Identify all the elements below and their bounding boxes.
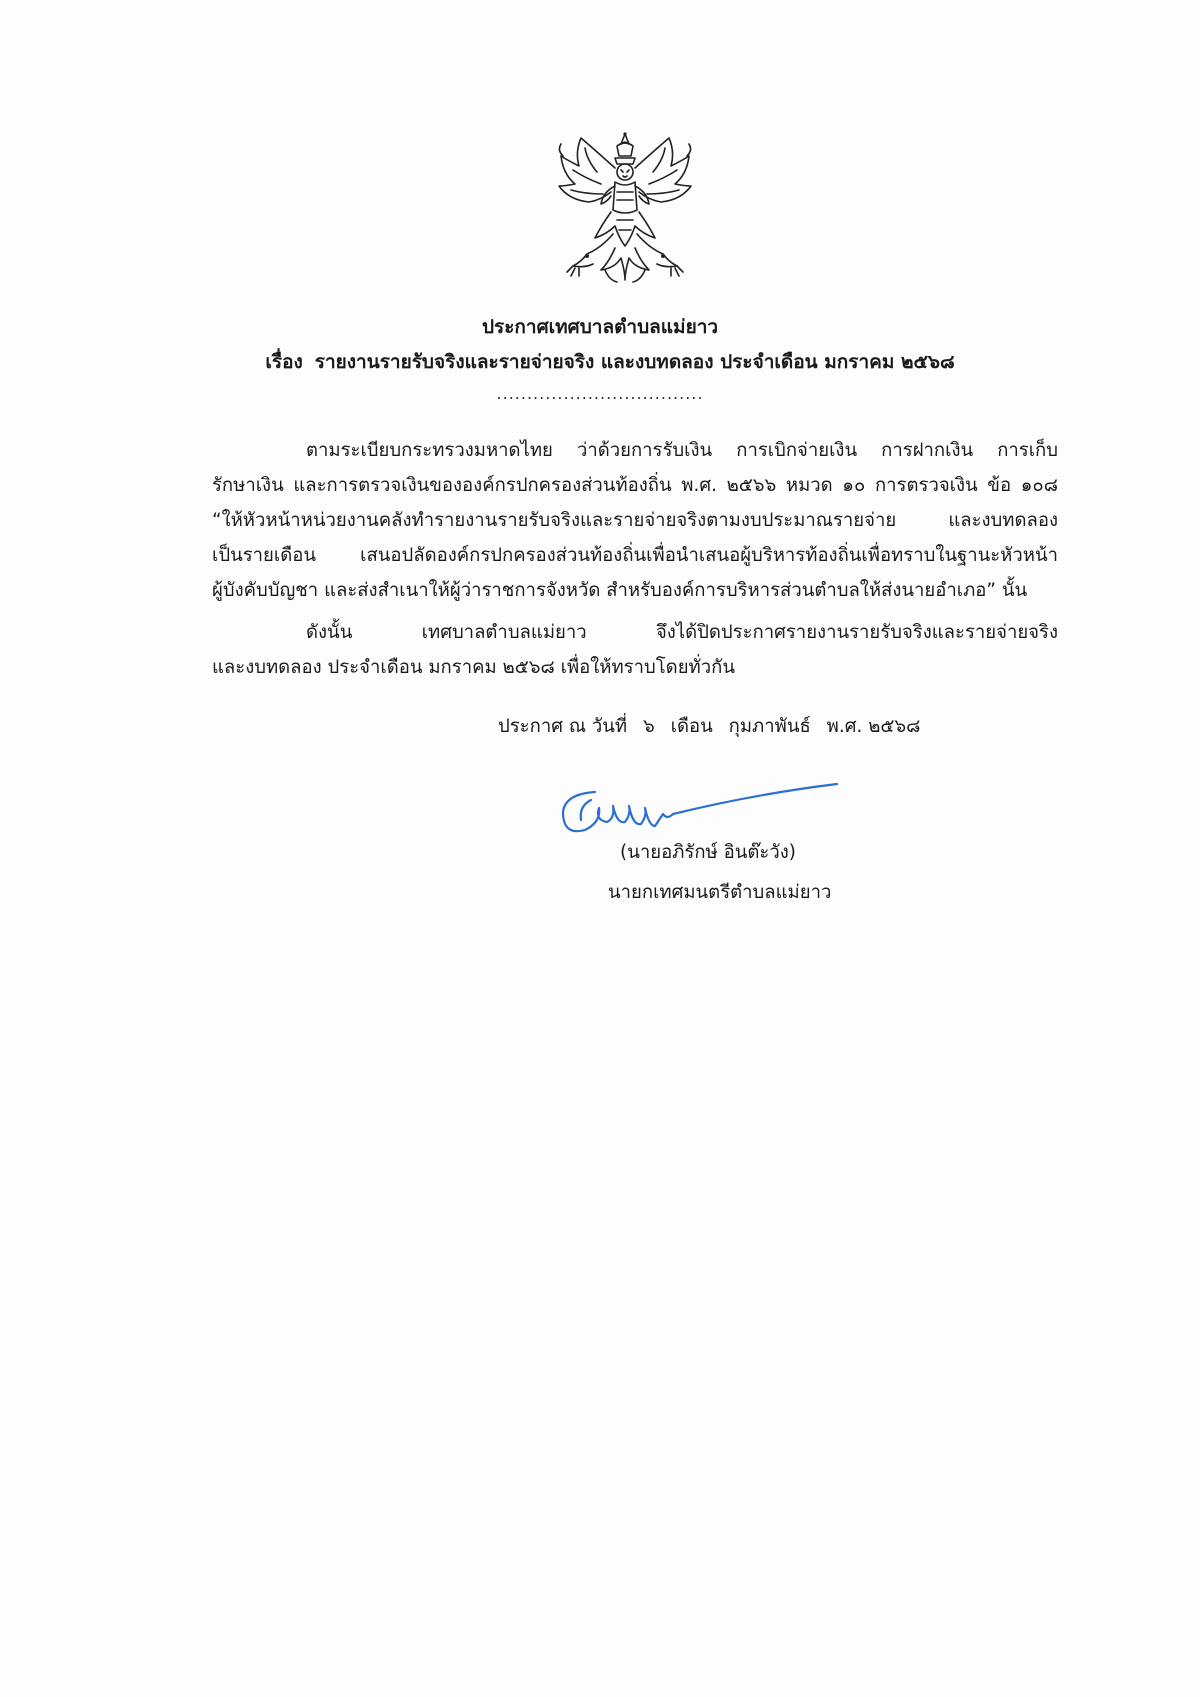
paragraph-line: “ให้หัวหน้าหน่วยงานคลังทำรายงานรายรับจริงและรายจ่ายจริงตามงบประมาณรายจ่าย และงบทดลอง (212, 510, 1058, 531)
date-month-label: เดือน (670, 716, 713, 737)
paragraph-line: รักษาเงิน และการตรวจเงินขององค์กรปกครองส่วนท้องถิ่น พ.ศ. ๒๕๖๖ หมวด ๑๐ การตรวจเงิน ข้อ ๑๐๘ (212, 475, 1058, 496)
date-day: ๖ (643, 716, 655, 737)
paragraph-line: เป็นรายเดือน เสนอปลัดองค์กรปกครองส่วนท้องถิ่นเพื่อนำเสนอผู้บริหารท้องถิ่นเพื่อทราบในฐานะหัวหน้า (212, 545, 1058, 566)
paragraph-line: ตามระเบียบกระทรวงมหาดไทย ว่าด้วยการรับเงิน การเบิกจ่ายเงิน การฝากเงิน การเก็บ (306, 440, 1058, 461)
date-month: กุมภาพันธ์ (728, 716, 811, 737)
signatory-position: นายกเทศมนตรีตำบลแม่ยาว (608, 882, 832, 903)
subject-text: รายงานรายรับจริงและรายจ่ายจริง และงบทดลอง ประจำเดือน มกราคม ๒๕๖๘ (314, 351, 955, 373)
body-paragraph-1 (212, 433, 1058, 608)
separator-line: .................................. (496, 384, 704, 403)
garuda-emblem-icon (545, 130, 705, 288)
announcement-subject-line (10, 348, 1200, 376)
subject-label: เรื่อง (265, 351, 303, 373)
date-prefix: ประกาศ ณ วันที่ (498, 716, 628, 737)
date-year: พ.ศ. ๒๕๖๘ (826, 716, 921, 737)
announcement-title: ประกาศเทศบาลตำบลแม่ยาว (481, 316, 719, 338)
paragraph-line: ดังนั้น เทศบาลตำบลแม่ยาว จึงได้ปิดประกาศรายงานรายรับจริงและรายจ่ายจริง (306, 622, 1058, 643)
announcement-date (498, 712, 930, 741)
paragraph-line: ผู้บังคับบัญชา และส่งสำเนาให้ผู้ว่าราชการจังหวัด สำหรับองค์การบริหารส่วนตำบลให้ส่งนายอำเภอ” นั้น (212, 580, 1028, 601)
signatory-name: (นายอภิรักษ์ อินต๊ะวัง) (620, 842, 796, 863)
body-paragraph-2 (212, 615, 1058, 685)
paragraph-line: และงบทดลอง ประจำเดือน มกราคม ๒๕๖๘ เพื่อให้ทราบโดยทั่วกัน (212, 657, 735, 678)
